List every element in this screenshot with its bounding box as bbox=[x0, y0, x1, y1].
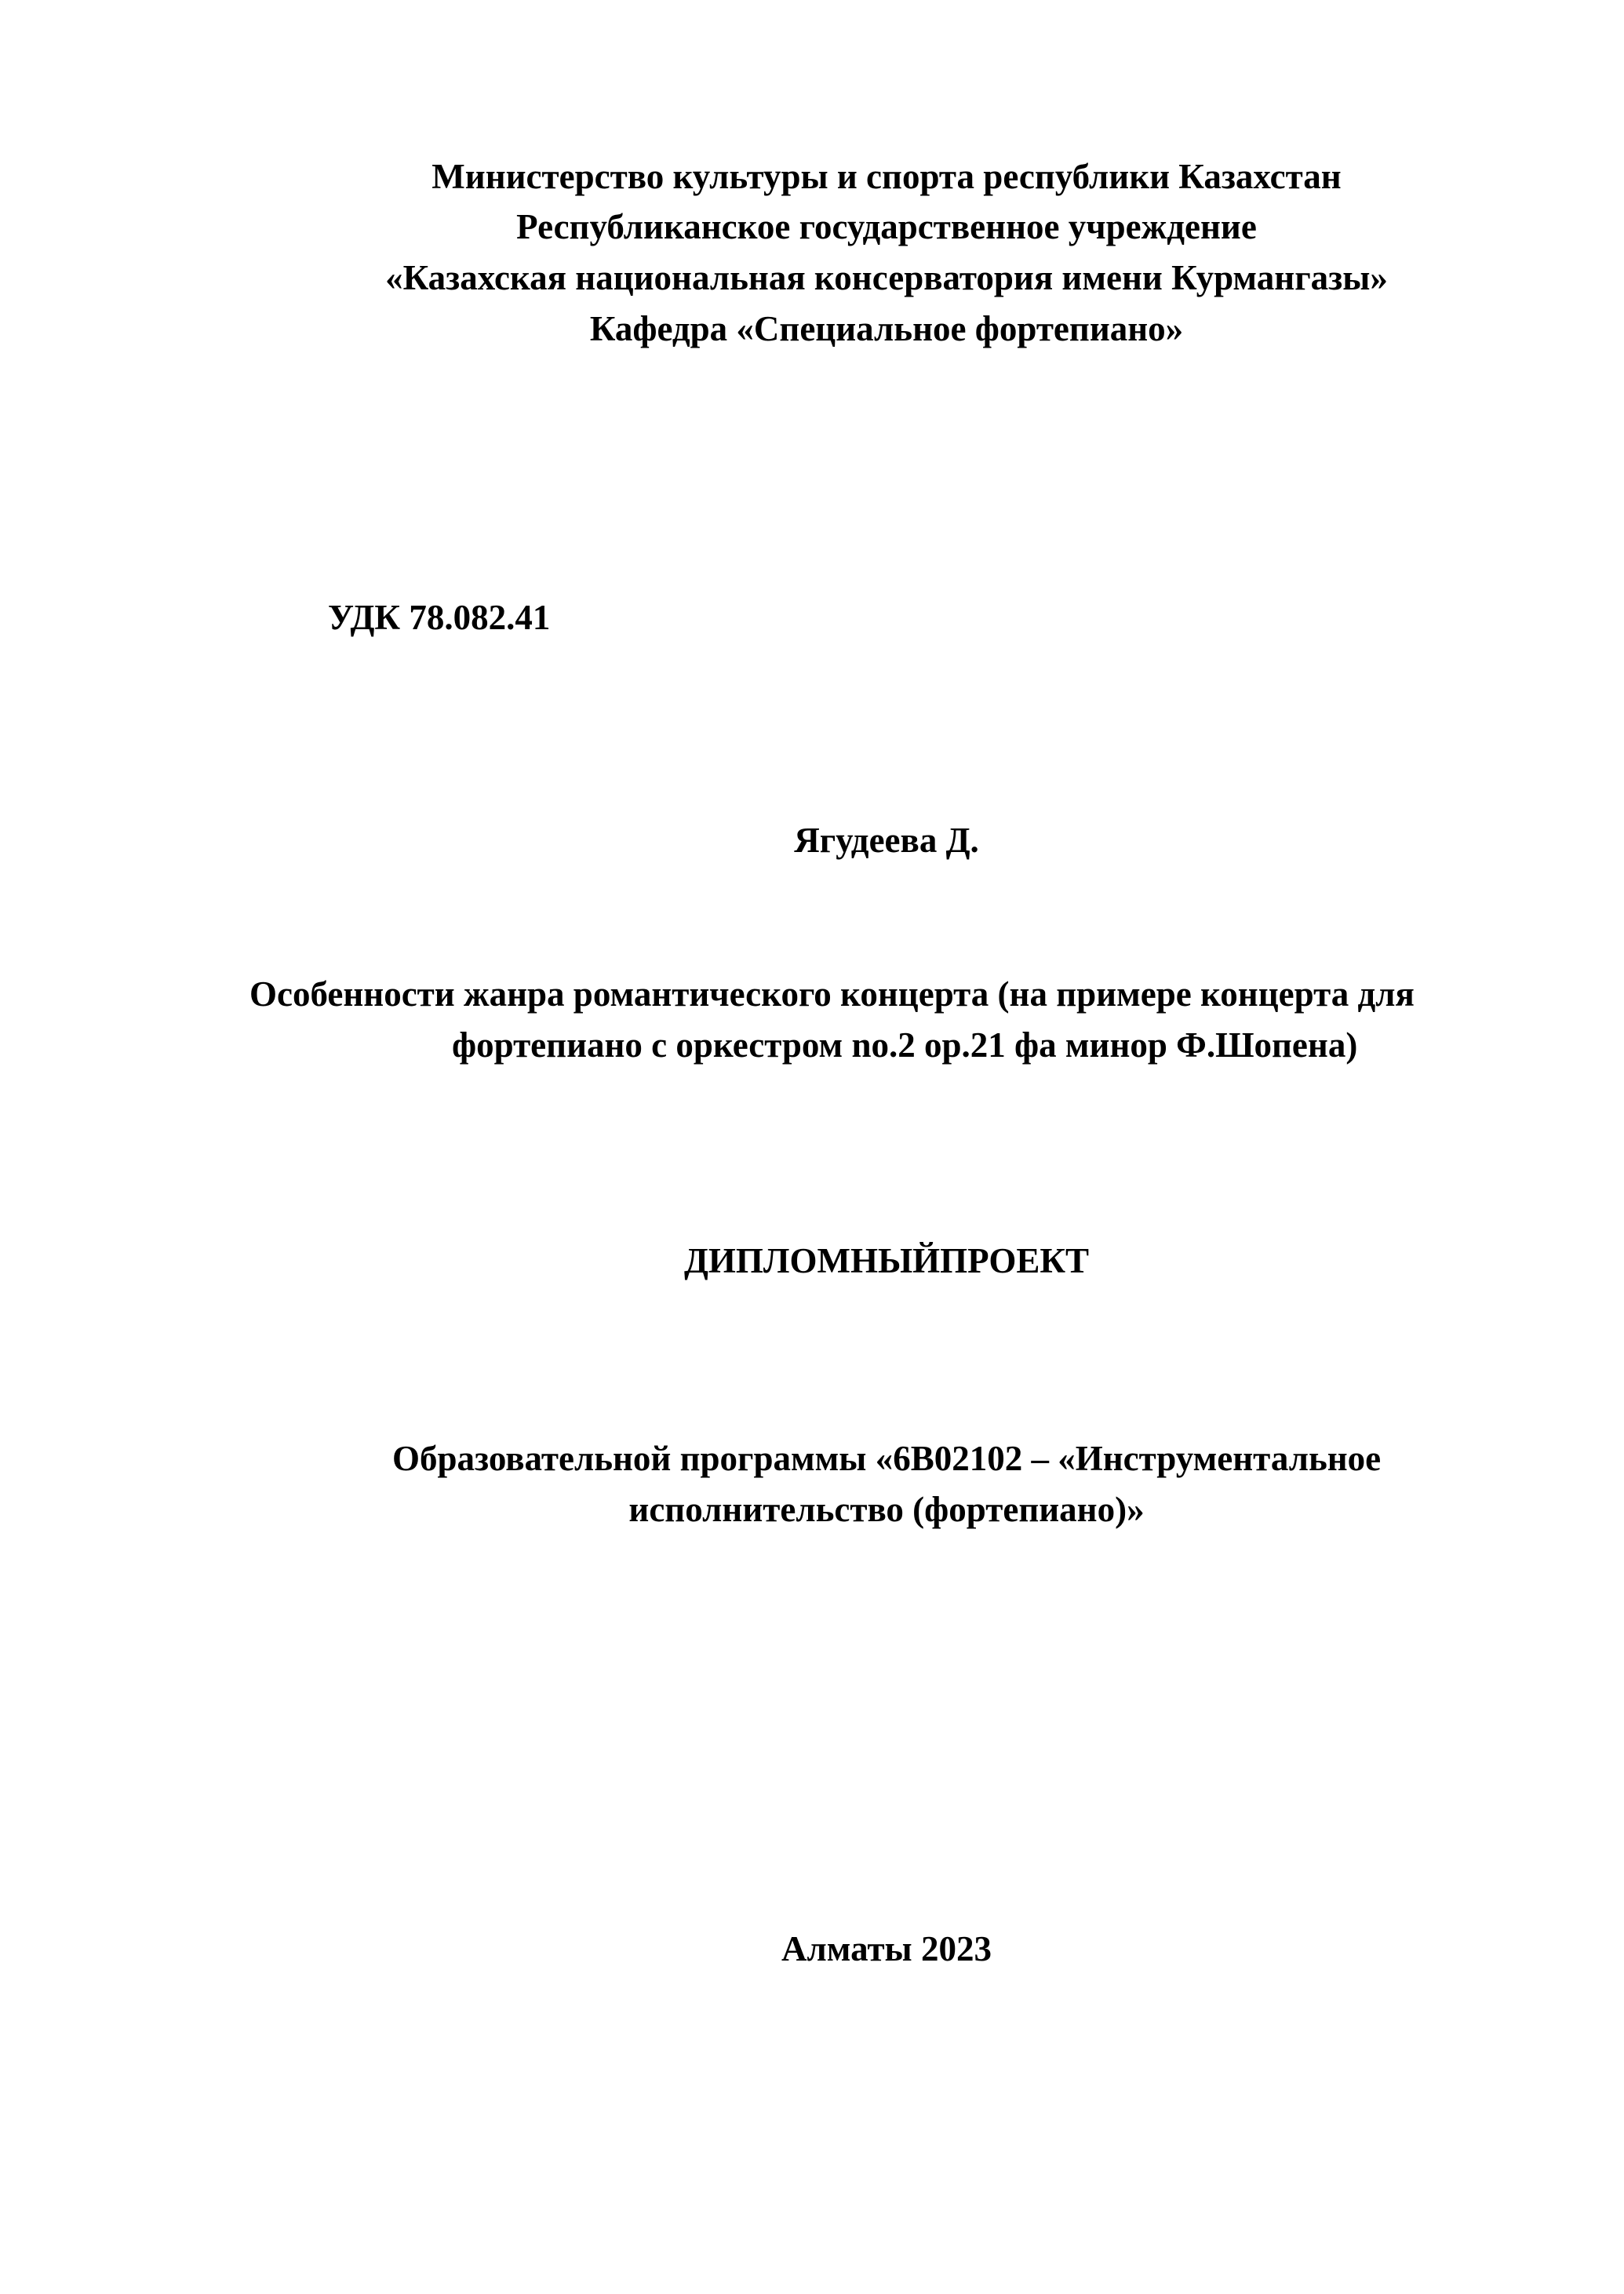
program-line-2: исполнительство (фортепиано)» bbox=[628, 1490, 1145, 1529]
department-heading: Кафедра «Специальное фортепиано» bbox=[589, 309, 1184, 348]
program-line-1: Образовательной программы «6В02102 – «Инструментальное bbox=[392, 1439, 1382, 1478]
author-name: Ягудеева Д. bbox=[794, 821, 979, 860]
ministry-heading: Министерство культуры и спорта республики Казахстан bbox=[431, 157, 1342, 196]
thesis-title-line-2: фортепиано с оркестром no.2 op.21 фа минор Ф.Шопена) bbox=[452, 1025, 1358, 1065]
document-type: ДИПЛОМНЫЙПРОЕКТ bbox=[683, 1241, 1090, 1280]
thesis-title-line-1: Особенности жанра романтического концерта (на примере концерта для bbox=[249, 974, 1415, 1014]
udk-code: УДК 78.082.41 bbox=[328, 598, 551, 637]
institution-type-heading: Республиканское государственное учреждение bbox=[516, 207, 1257, 246]
city-year: Алматы 2023 bbox=[781, 1929, 992, 1968]
institution-name-heading: «Казахская национальная консерватория имени Курмангазы» bbox=[385, 258, 1388, 297]
